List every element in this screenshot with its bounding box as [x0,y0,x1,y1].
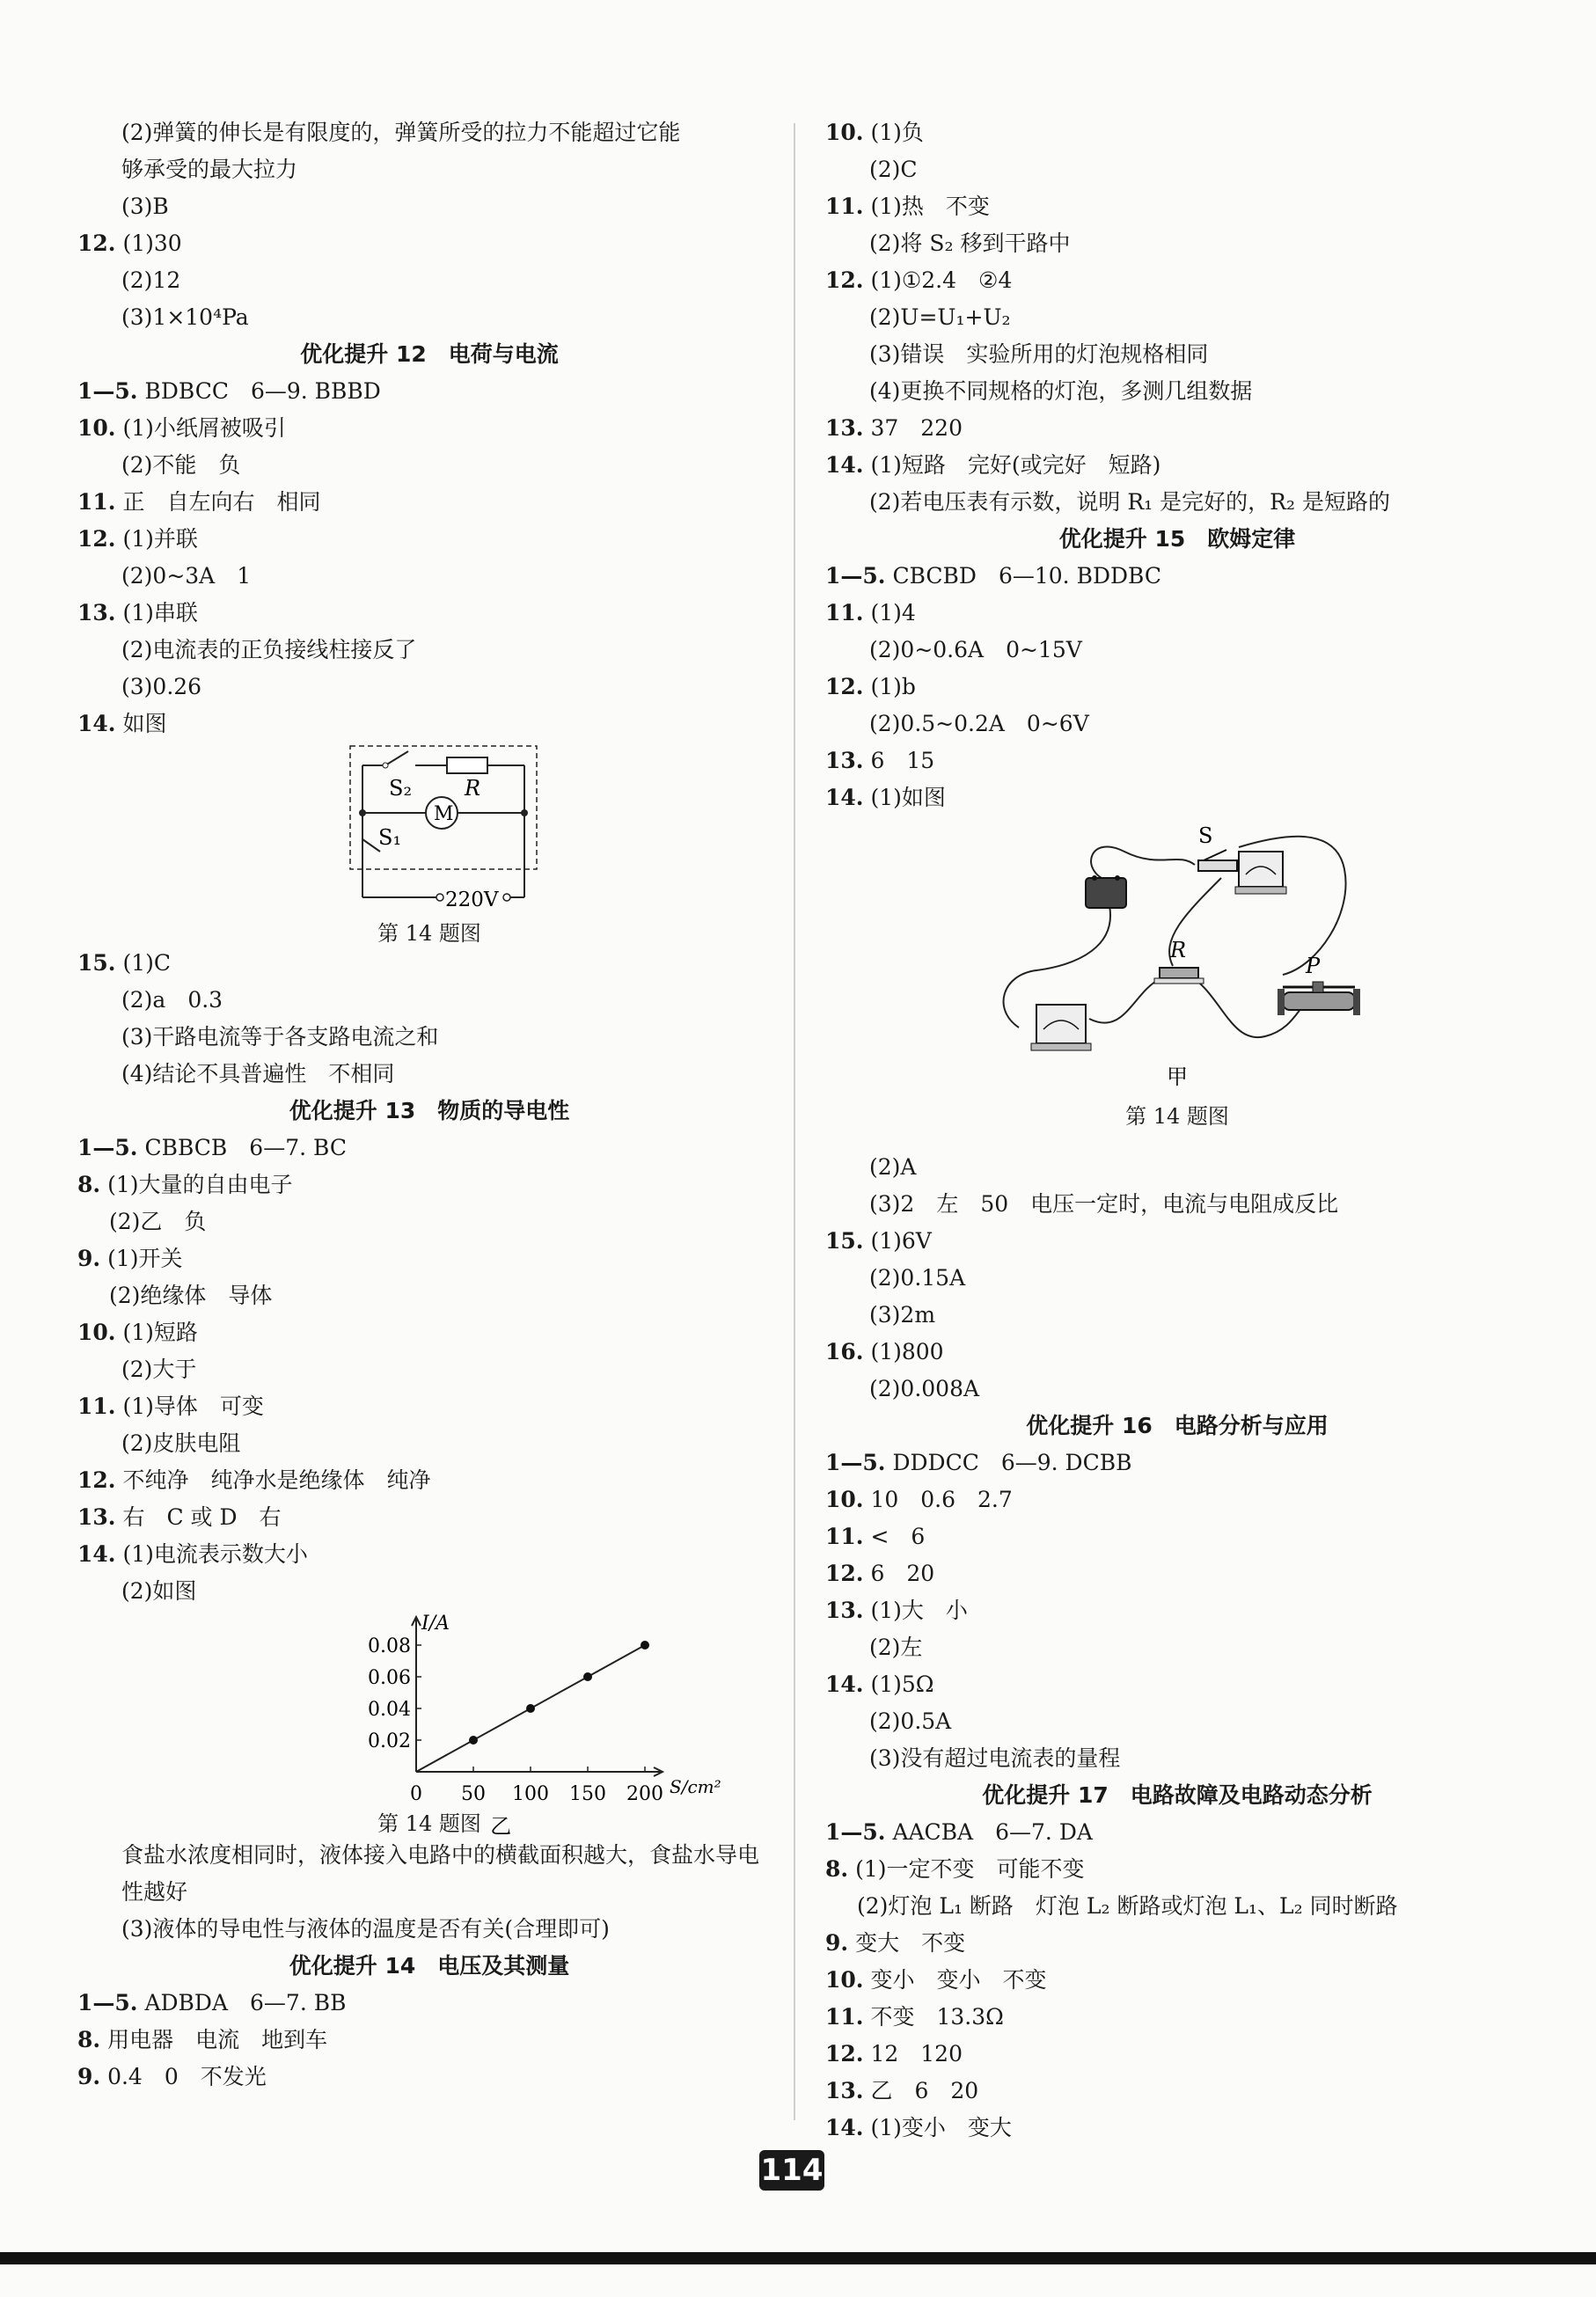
answer-line [825,779,1529,816]
y-tick-label: 0.04 [368,1699,411,1721]
x-tick-label: 100 [512,1783,549,1805]
answer-line [77,1499,781,1536]
answer-text: (2)不能 负 [121,452,241,478]
answer-line [825,188,1529,225]
question-number: 14. [77,1541,116,1567]
answer-line [825,2110,1529,2147]
answer-line [77,225,781,262]
answer-text: (1)①2.4 ②4 [870,267,1013,293]
answer-text: 变大 不变 [855,1930,966,1956]
answer-text: < 6 [870,1524,926,1549]
question-number: 12. [825,2041,864,2067]
answer-text: (2)a 0.3 [121,987,223,1013]
question-number: 10. [825,1487,864,1512]
answer-text: (2)A [869,1154,917,1180]
question-number: 8. [77,1172,101,1197]
answer-line [825,1814,1529,1851]
answer-text: (2)0.5A [869,1708,952,1734]
answer-line [825,1629,1529,1666]
question-number: 1—5. [77,1990,138,2015]
label-s2: S₂ [389,776,413,801]
y-tick-label: 0.02 [368,1730,411,1752]
switch-icon [1198,850,1237,871]
question-number: 14. [77,711,116,736]
y-tick-label: 0.08 [368,1635,411,1657]
answer-text: (1)6V [870,1228,932,1254]
answer-line [77,1019,781,1056]
column-divider [794,123,795,2120]
answer-line [825,1445,1529,1481]
answer-line [77,1573,781,1610]
answer-line [77,151,781,188]
answer-line [825,151,1529,188]
x-tick-label: 200 [626,1783,663,1805]
answer-text: (3)0.26 [121,674,202,699]
answer-line [77,1203,781,1240]
answer-text: (1)负 [870,120,924,145]
answer-line [825,1223,1529,1260]
answer-text: (1)小纸屑被吸引 [122,415,286,441]
apparatus-illustration [825,816,1529,1098]
answer-line [77,558,781,595]
question-number: 1—5. [825,563,886,589]
question-number: 13. [825,748,864,773]
data-point [526,1704,535,1713]
question-number: 13. [825,1598,864,1623]
answer-line [77,1985,781,2022]
figure-sub-label: 乙 [490,1814,512,1839]
answer-text: (1)电流表示数大小 [122,1541,308,1567]
answer-text: CBBCB 6—7. BC [144,1135,347,1160]
answer-line [825,743,1529,779]
answer-line [77,299,781,336]
apparatus-figure [825,816,1529,1149]
answer-line [77,373,781,410]
circuit-figure [77,743,781,945]
answer-text: 如图 [122,711,167,736]
answer-text: (2)0.5~0.2A 0~6V [869,711,1089,736]
answer-line [77,1388,781,1425]
answer-text: 6 15 [870,748,935,773]
x-tick-label: 50 [461,1783,486,1805]
answer-text: (1)如图 [870,785,946,810]
answer-line [77,1351,781,1388]
answer-line [77,447,781,484]
answer-text: 6 20 [870,1561,935,1586]
question-number: 10. [825,1967,864,1993]
answer-line [825,225,1529,262]
answer-text: (1)导体 可变 [122,1394,264,1419]
answer-text: (1)大 小 [870,1598,968,1623]
answer-line [77,1056,781,1093]
question-number: 13. [77,1504,116,1530]
answer-line [77,2059,781,2096]
question-number: 12. [825,1561,864,1586]
answer-text: (3)2 左 50 电压一定时，电流与电阻成反比 [869,1191,1339,1217]
answer-text: (1)5Ω [870,1672,934,1697]
answer-text: (2)灯泡 L₁ 断路 灯泡 L₂ 断路或灯泡 L₁、L₂ 同时断路 [857,1893,1398,1919]
answer-line [77,1277,781,1314]
question-number: 11. [825,1524,864,1549]
answer-line [825,1149,1529,1186]
question-number: 14. [825,2115,864,2140]
answer-line [77,706,781,743]
label-slider: P [1306,954,1321,978]
answer-line [77,1240,781,1277]
answer-line [825,2036,1529,2073]
question-number: 16. [825,1339,864,1364]
answer-text: (2)0~3A 1 [121,563,252,589]
question-number: 15. [77,950,116,976]
section-heading: 优化提升 14 电压及其测量 [289,1953,570,1979]
label-switch: S [1198,823,1213,848]
question-number: 15. [825,1228,864,1254]
question-number: 8. [77,2027,101,2052]
answer-line [825,1481,1529,1518]
answer-text: ADBDA 6—7. BB [144,1990,347,2015]
question-number: 12. [77,1467,116,1493]
answer-line [825,1334,1529,1371]
answer-text: 不纯净 纯净水是绝缘体 纯净 [122,1467,431,1493]
answer-text: (1)短路 [122,1320,198,1345]
x-tick-label: 150 [569,1783,606,1805]
resistor-icon [1154,968,1204,984]
answer-line [825,1297,1529,1334]
ammeter-icon [1031,1005,1091,1050]
question-number: 1—5. [77,1135,138,1160]
label-motor: M [434,803,454,825]
question-number: 9. [77,2064,101,2089]
answer-text: (2)C [869,157,918,182]
question-number: 11. [77,489,116,515]
answer-line [825,1186,1529,1223]
answer-text: (2)0.15A [869,1265,966,1291]
answer-line [825,1740,1529,1777]
figure-caption: 第 14 题图 [377,921,481,946]
label-resistor: R [1170,938,1187,962]
question-number: 14. [825,1672,864,1697]
answer-line [825,1999,1529,2036]
answer-text: (1)串联 [122,600,198,625]
question-number: 11. [77,1394,116,1419]
question-number: 10. [77,415,116,441]
answer-line [77,262,781,299]
answer-text: (3)B [121,194,169,219]
answer-text: (1)开关 [107,1246,183,1271]
label-voltage: 220V [445,889,499,911]
circuit-diagram [77,743,781,915]
answer-line [77,521,781,558]
answer-line [77,982,781,1019]
rheostat-icon [1278,982,1360,1015]
answer-text: (1)b [870,674,916,699]
answer-line [77,2022,781,2059]
left-column [77,114,781,2096]
question-number: 12. [825,674,864,699]
answer-line [77,1462,781,1499]
graph-figure [77,1610,781,1837]
answer-line [825,595,1529,632]
answer-text: (3)错误 实验所用的灯泡规格相同 [869,341,1209,367]
answer-text: (1)大量的自由电子 [107,1172,293,1197]
answer-text: (3)干路电流等于各支路电流之和 [121,1024,439,1050]
label-s1: S₁ [378,825,402,850]
answer-text: 右 C 或 D 右 [122,1504,282,1530]
answer-text: 12 120 [870,2041,963,2067]
question-number: 13. [825,415,864,441]
answer-text: CBCBD 6—10. BDDBC [892,563,1161,589]
answer-line [77,669,781,706]
answer-line [825,1888,1529,1925]
answer-text: (1)短路 完好(或完好 短路) [870,452,1161,478]
section-heading: 优化提升 17 电路故障及电路动态分析 [982,1782,1373,1808]
question-number: 9. [77,1246,101,1271]
section-heading: 优化提升 13 物质的导电性 [289,1098,570,1123]
answer-line [77,1911,781,1948]
answer-line [77,1536,781,1573]
answer-line [77,1314,781,1351]
answer-line [825,706,1529,743]
answer-line [825,336,1529,373]
page-bottom-rule [0,2252,1596,2264]
label-r: R [465,776,481,801]
answer-text: 37 220 [870,415,963,441]
answer-line [825,1851,1529,1888]
answer-line [77,410,781,447]
answer-text: (2)将 S₂ 移到干路中 [869,230,1071,256]
answer-text: (3)没有超过电流表的量程 [869,1745,1121,1771]
data-point [641,1641,649,1650]
answer-text: (2)U=U₁+U₂ [869,304,1011,330]
question-number: 12. [825,267,864,293]
answer-text: (2)乙 负 [109,1209,207,1234]
answer-text: (1)30 [122,230,182,256]
x-axis-label: S/cm² [670,1776,721,1797]
answer-line [77,114,781,151]
answer-text: (2)0~0.6A 0~15V [869,637,1082,662]
question-number: 10. [77,1320,116,1345]
answer-text: (2)若电压表有示数，说明 R₁ 是完好的，R₂ 是短路的 [869,489,1390,515]
question-number: 14. [825,785,864,810]
answer-paragraph: 食盐水浓度相同时，液体接入电路中的横截面积越大，食盐水导电性越好 [121,1842,760,1905]
answer-text: 用电器 电流 地到车 [107,2027,328,2052]
answer-text: 变小 变小 不变 [870,1967,1047,1993]
answer-text: (2)12 [121,267,181,293]
answer-line [825,373,1529,410]
question-number: 13. [825,2078,864,2103]
question-number: 8. [825,1856,849,1882]
right-column [825,114,1529,2147]
answer-text: (1)C [122,950,171,976]
answer-text: (1)一定不变 可能不变 [855,1856,1085,1882]
answer-text: (2)0.008A [869,1376,980,1401]
answer-text: 0.4 0 不发光 [107,2064,267,2089]
question-number: 1—5. [825,1450,886,1475]
answer-text: (1)800 [870,1339,944,1364]
answer-text: (2)如图 [121,1578,197,1604]
answer-text: (1)热 不变 [870,194,990,219]
answer-text: 乙 6 20 [870,2078,979,2103]
answer-line [825,1555,1529,1592]
answer-line [825,558,1529,595]
answer-line [77,632,781,669]
answer-text: (2)皮肤电阻 [121,1430,241,1456]
question-number: 9. [825,1930,849,1956]
question-number: 12. [77,230,116,256]
answer-line [77,188,781,225]
answer-text: (4)结论不具普遍性 不相同 [121,1061,395,1086]
answer-text: (2)弹簧的伸长是有限度的，弹簧所受的拉力不能超过它能 [121,120,681,145]
answer-line [77,1425,781,1462]
answer-text: (3)液体的导电性与液体的温度是否有关(合理即可) [121,1916,610,1942]
answer-line [77,1130,781,1167]
answer-text: AACBA 6—7. DA [892,1819,1093,1845]
answer-line [825,1371,1529,1408]
question-number: 11. [825,2004,864,2030]
answer-line [825,299,1529,336]
section-heading: 优化提升 16 电路分析与应用 [1026,1413,1329,1438]
data-point [583,1672,592,1681]
answer-text: (2)绝缘体 导体 [109,1283,273,1308]
answer-text: (2)大于 [121,1357,197,1382]
figure-caption: 第 14 题图 [1125,1104,1229,1129]
y-tick-label: 0.06 [368,1667,411,1689]
answer-text: (4)更换不同规格的灯泡，多测几组数据 [869,378,1253,404]
x-tick-label: 0 [410,1783,422,1805]
answer-line [825,669,1529,706]
answer-line [77,945,781,982]
question-number: 10. [825,120,864,145]
voltmeter-icon [1235,852,1286,894]
answer-line [825,1703,1529,1740]
answer-text: 够承受的最大拉力 [121,157,298,182]
answer-text: (1)并联 [122,526,198,552]
answer-line [825,1518,1529,1555]
answer-text: (1)变小 变大 [870,2115,1012,2140]
section-heading: 优化提升 12 电荷与电流 [300,341,559,367]
question-number: 12. [77,526,116,552]
answer-line [77,484,781,521]
answer-text: BDBCC 6—9. BBBD [144,378,381,404]
answer-line [825,1962,1529,1999]
figure-sub-label: 甲 [1167,1064,1188,1089]
answer-line [825,447,1529,484]
answer-line [825,262,1529,299]
answer-line [77,1167,781,1203]
answer-text: (2)左 [869,1635,923,1660]
answer-line [825,1592,1529,1629]
answer-line [825,632,1529,669]
answer-text: DDDCC 6—9. DCBB [892,1450,1132,1475]
answer-text: 不变 13.3Ω [870,2004,1004,2030]
answer-text: 10 0.6 2.7 [870,1487,1013,1512]
page-number: 114 [759,2150,824,2191]
answer-line [825,1260,1529,1297]
answer-text: 正 自左向右 相同 [122,489,321,515]
section-heading: 优化提升 15 欧姆定律 [1058,526,1296,552]
question-number: 11. [825,194,864,219]
answer-line [825,1666,1529,1703]
answer-line [77,595,781,632]
answer-text: (3)1×10⁴Pa [121,304,249,330]
answer-line [825,410,1529,447]
data-point [469,1736,478,1745]
answer-line [825,114,1529,151]
answer-line [825,484,1529,521]
battery-icon [1086,875,1126,908]
answer-line [825,1925,1529,1962]
question-number: 13. [77,600,116,625]
figure-caption: 第 14 题图 [377,1811,481,1836]
question-number: 1—5. [77,378,138,404]
answer-text: (1)4 [870,600,916,625]
answer-line [825,2073,1529,2110]
question-number: 14. [825,452,864,478]
y-axis-label: I/A [421,1613,450,1635]
answer-text: (2)电流表的正负接线柱接反了 [121,637,417,662]
answer-text: (3)2m [869,1302,936,1328]
question-number: 1—5. [825,1819,886,1845]
question-number: 11. [825,600,864,625]
